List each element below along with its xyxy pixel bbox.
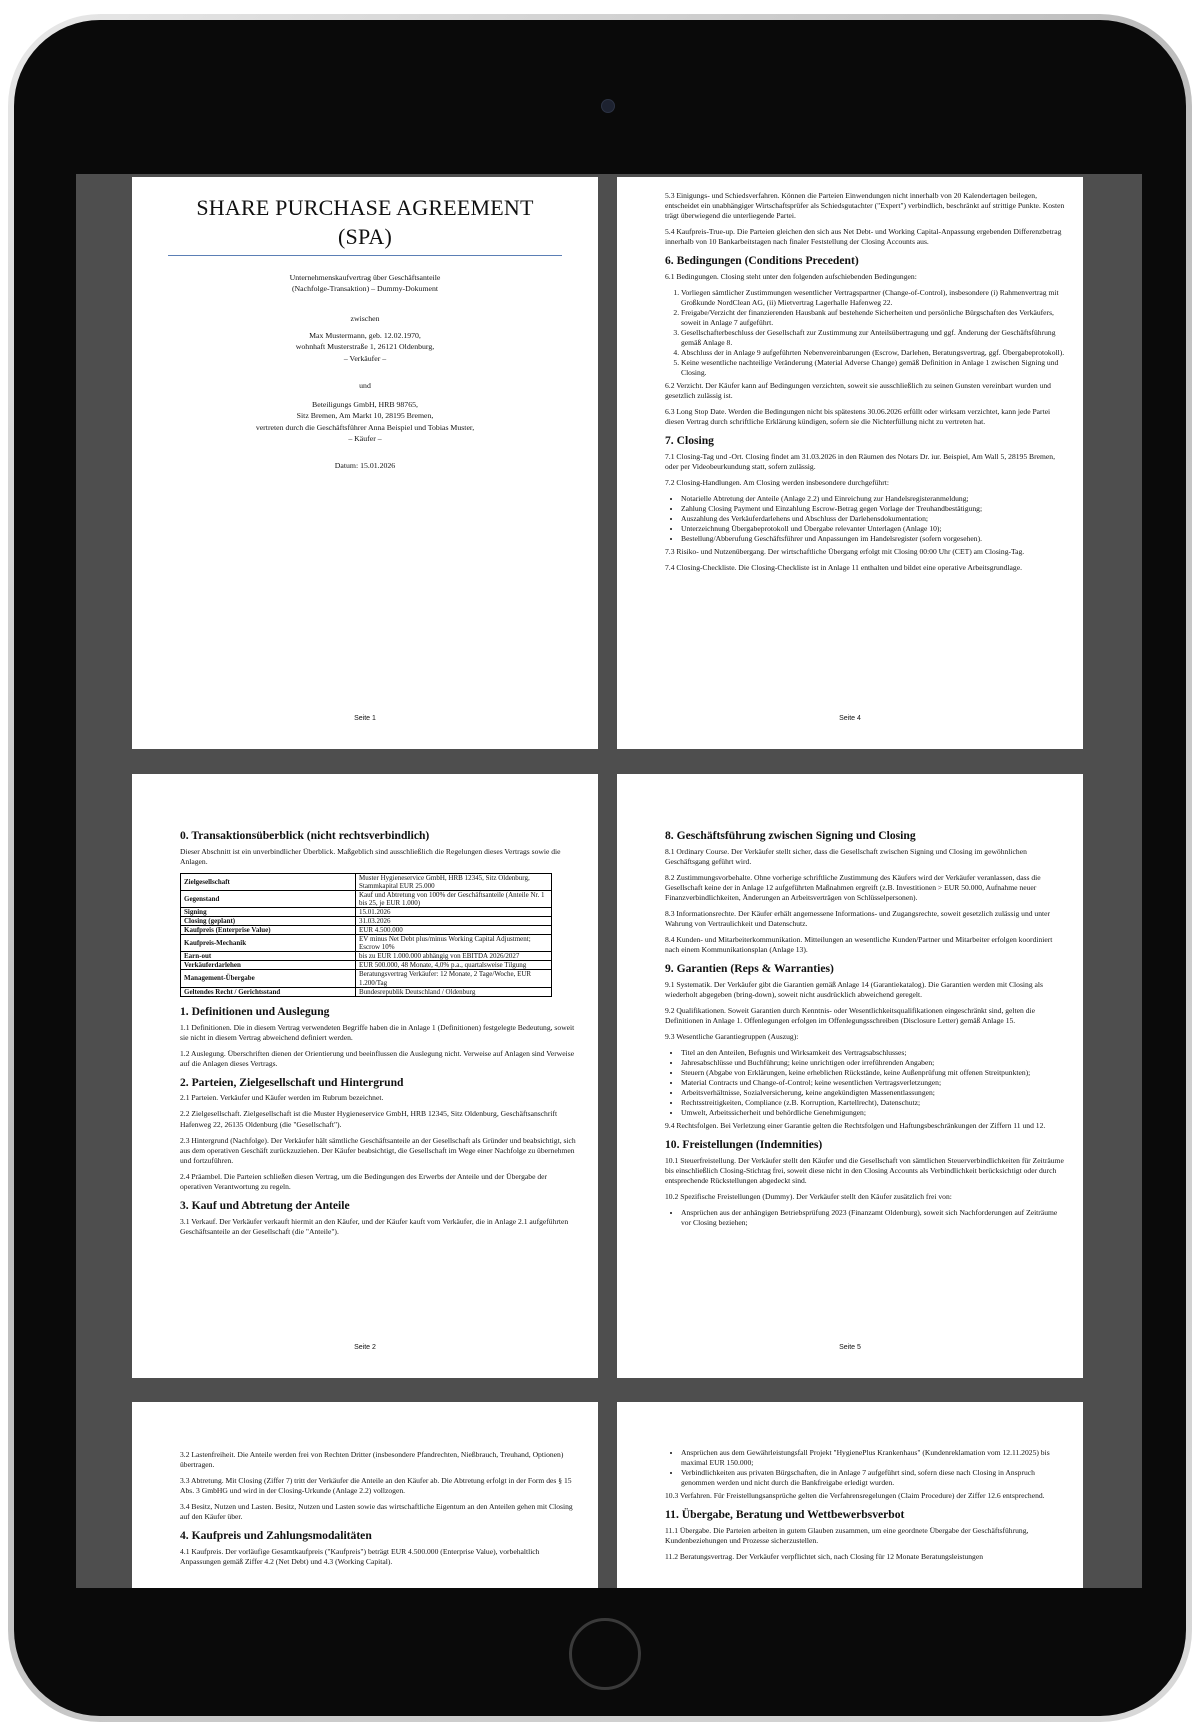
table-row	[181, 961, 552, 970]
list-item: 4. Abschluss der in Anlage 9 aufgeführten Nebenvereinbarungen (Escrow, Darlehen, Beratungsvertrag, ggf. Übergabeprotokoll).	[681, 348, 1065, 358]
clause-5-3: 5.3 Einigungs- und Schiedsverfahren. Können die Parteien Einwendungen nicht innerhalb von 20 Kalendertagen beilegen, entscheidet ein unabhängiger Wirtschaftsprüfer als Schiedsgutachter ("Expert") verbindlich, beschränkt auf strittige Punkte. Kosten trägt überwiegend die unterliegende Partei.	[665, 191, 1065, 221]
home-button[interactable]	[569, 1618, 641, 1690]
section-0-heading: 0. Transaktionsüberblick (nicht rechtsverbindlich)	[180, 829, 430, 842]
seller-line-1: Max Mustermann, geb. 12.02.1970,	[309, 330, 421, 340]
table-value: Kauf und Abtretung von 100% der Geschäftsanteile (Anteile Nr. 1 bis 25, je EUR 1.000)	[356, 891, 552, 908]
clause-8-1: 8.1 Ordinary Course. Der Verkäufer stellt sicher, dass die Gesellschaft zwischen Signing und Closing im gewöhnlichen Geschäftsgang geführt wird.	[665, 846, 1027, 866]
table-row	[181, 926, 552, 935]
page-5	[617, 774, 1083, 1378]
closing-actions-list	[665, 494, 1065, 544]
list-item: 2. Freigabe/Verzicht der finanzierenden Hausbank auf bestehende Sicherheiten und persönliche Bürgschaften des Verkäufers, soweit in Anlage 7 aufgeführt.	[681, 308, 1065, 328]
page-2	[132, 774, 598, 1378]
table-row	[181, 987, 552, 996]
clause-3-3: 3.3 Abtretung. Mit Closing (Ziffer 7) tritt der Verkäufer die Anteile an den Käufer ab. Die Abtretung erfolgt in der Form des § 15 Abs. 3 GmbHG und wird in der Closing-Urkunde (Anlage 2.2) vollzogen.	[180, 1476, 572, 1496]
clause-8-2: 8.2 Zustimmungsvorbehalte. Ohne vorherige schriftliche Zustimmung des Käufers wird der Verkäufer veranlassen, dass die Gesellschaft keine der in Anlage 12 aufgeführten Maßnahmen ergreift (z.B. Investitionen > EUR 50.000, Aufnahme neuer Finanzverbindlichkeiten, Änderungen an Arbeitsverträgen von Schlüsselpersonen).	[665, 872, 1041, 902]
buyer-line-3: vertreten durch die Geschäftsführer Anna Beispiel und Tobias Muster,	[255, 422, 475, 432]
table-value: bis zu EUR 1.000.000 abhängig von EBITDA 2026/2027	[356, 952, 552, 961]
list-item: • Verbindlichkeiten aus privaten Bürgschaften, die in Anlage 7 aufgeführt sind, sofern diese nach Closing in Anspruch genommen werden und nicht durch die Bankfreigabe erledigt wurden.	[681, 1468, 1065, 1488]
page-number: Seite 2	[354, 1343, 376, 1351]
section-8-heading: 8. Geschäftsführung zwischen Signing und Closing	[665, 829, 916, 842]
tablet-frame	[8, 14, 1192, 1722]
list-item: • Jahresabschlüsse und Buchführung; keine unrichtigen oder irreführenden Angaben;	[681, 1058, 1065, 1068]
clause-2-2: 2.2 Zielgesellschaft. Zielgesellschaft ist die Muster Hygieneservice GmbH, HRB 12345, Sitz Oldenburg, Geschäftsanschrift Hafenweg 22, 26135 Oldenburg (die "Gesellschaft").	[180, 1109, 558, 1129]
section-11-heading: 11. Übergabe, Beratung und Wettbewerbsverbot	[665, 1508, 905, 1522]
list-item: 5. Keine wesentliche nachteilige Veränderung (Material Adverse Change) gemäß Definition in Anlage 1 zwischen Signing und Closing.	[681, 358, 1065, 378]
clause-6-1: 6.1 Bedingungen. Closing steht unter den folgenden aufschiebenden Bedingungen:	[665, 271, 917, 281]
between-label: zwischen	[350, 313, 380, 323]
list-item: • Auszahlung des Verkäuferdarlehens und Abschluss der Darlehensdokumentation;	[681, 514, 1065, 524]
clause-6-2: 6.2 Verzicht. Der Käufer kann auf Bedingungen verzichten, soweit sie ausschließlich zu seinen Gunsten vereinbart wurden und gesetzlich zulässig ist.	[665, 381, 1051, 401]
table-key: Signing	[181, 908, 356, 917]
document-title: SHARE PURCHASE AGREEMENT (SPA)	[168, 193, 562, 256]
clause-6-3: 6.3 Long Stop Date. Werden die Bedingungen nicht bis spätestens 30.06.2026 erfüllt oder wirksam verzichtet, kann jede Partei diesen Vertrag durch schriftliche Erklärung kündigen, sofern sie die Nichterfüllung nicht zu vertreten hat.	[665, 407, 1051, 427]
page-1	[132, 177, 598, 749]
clause-8-3: 8.3 Informationsrechte. Der Käufer erhält angemessene Informations- und Zugangsrechte, soweit gesetzlich zulässig und unter Wahrung von Vertraulichkeit und Datenschutz.	[665, 908, 1051, 928]
clause-1-1: 1.1 Definitionen. Die in diesem Vertrag verwendeten Begriffe haben die in Anlage 1 (Definitionen) festgelegte Bedeutung, soweit sie nicht in diesem Vertrag abweichend definiert werden.	[180, 1022, 575, 1042]
list-item: • Ansprüchen aus dem Gewährleistungsfall Projekt "HygienePlus Krankenhaus" (Kundenreklamation vom 12.11.2025) bis maximal EUR 150.000;	[681, 1448, 1065, 1468]
clause-5-4: 5.4 Kaufpreis-True-up. Die Parteien gleichen den sich aus Net Debt- und Working Capital-Anpassung ergebenden Differenzbetrag innerhalb von 10 Bankarbeitstagen nach finaler Feststellung der Closing Accounts aus.	[665, 227, 1062, 247]
table-row	[181, 917, 552, 926]
table-row	[181, 908, 552, 917]
table-value: EUR 500.000, 48 Monate, 4,0% p.a., quartalsweise Tilgung	[356, 961, 552, 970]
table-value: EUR 4.500.000	[356, 926, 552, 935]
table-value: Muster Hygieneservice GmbH, HRB 12345, Sitz Oldenburg, Stammkapital EUR 25.000	[356, 873, 552, 890]
clause-11-1: 11.1 Übergabe. Die Parteien arbeiten in gutem Glauben zusammen, um eine geordnete Übergabe der Geschäftsführung, Kundenbeziehungen und Prozesse sicherzustellen.	[665, 1525, 1029, 1545]
list-item: • Material Contracts und Change-of-Control; keine wesentlichen Vertragsverletzungen;	[681, 1078, 1065, 1088]
list-item: • Notarielle Abtretung der Anteile (Anlage 2.2) und Einreichung zur Handelsregisteranmeldung;	[681, 494, 1065, 504]
and-label: und	[359, 380, 371, 390]
clause-1-2: 1.2 Auslegung. Überschriften dienen der Orientierung und beeinflussen die Auslegung nicht. Verweise auf Anlagen sind Verweise auf die Anlagen dieses Vertrags.	[180, 1048, 575, 1068]
page-number: Seite 5	[839, 1343, 861, 1351]
section-2-heading: 2. Parteien, Zielgesellschaft und Hintergrund	[180, 1075, 404, 1089]
buyer-line-1: Beteiligungs GmbH, HRB 98765,	[312, 400, 418, 410]
list-item: • Bestellung/Abberufung Geschäftsführer und Anpassungen im Handelsregister (sofern vorgesehen).	[681, 534, 1065, 544]
table-row	[181, 952, 552, 961]
table-value: 15.01.2026	[356, 908, 552, 917]
section-10-heading: 10. Freistellungen (Indemnities)	[665, 1138, 823, 1152]
clause-10-2: 10.2 Spezifische Freistellungen (Dummy). Der Verkäufer stellt den Käufer zusätzlich frei von:	[665, 1192, 952, 1202]
page-number: Seite 1	[354, 714, 376, 722]
clause-3-2: 3.2 Lastenfreiheit. Die Anteile werden frei von Rechten Dritter (insbesondere Pfandrechten, Nießbrauch, Treuhand, Optionen) übertragen.	[180, 1450, 564, 1470]
list-item: • Ansprüchen aus der anhängigen Betriebsprüfung 2023 (Finanzamt Oldenburg), soweit sich Nachforderungen auf Zeiträume vor Closing beziehen;	[681, 1208, 1065, 1228]
table-key: Kaufpreis-Mechanik	[181, 935, 356, 952]
clause-7-4: 7.4 Closing-Checkliste. Die Closing-Checkliste ist in Anlage 11 enthalten und bildet eine operative Arbeitsgrundlage.	[665, 563, 1022, 573]
clause-7-3: 7.3 Risiko- und Nutzenübergang. Der wirtschaftliche Übergang erfolgt mit Closing 00:00 Uhr (CET) am Closing-Tag.	[665, 547, 1025, 557]
section-3-heading: 3. Kauf und Abtretung der Anteile	[180, 1198, 350, 1212]
list-item: 3. Gesellschafterbeschluss der Gesellschaft zur Zustimmung zur Anteilsübertragung und ggf. Änderung der Geschäftsführung gemäß Anlage 8.	[681, 328, 1065, 348]
table-key: Geltendes Recht / Gerichtsstand	[181, 987, 356, 996]
clause-8-4: 8.4 Kunden- und Mitarbeiterkommunikation. Mitteilungen an wesentliche Kunden/Partner und Mitarbeiter erfolgen koordiniert nach einem Kommunikationsplan (Anlage 13).	[665, 935, 1053, 955]
clause-10-1: 10.1 Steuerfreistellung. Der Verkäufer stellt den Käufer und die Gesellschaft von sämtlichen Steuerverbindlichkeiten für Zeiträume bis einschließlich Closing-Stichtag frei, soweit diese nicht in den Closing Accounts als Verbindlichkeit berücksichtigt oder durch entsprechende Rückstellungen abgedeckt sind.	[665, 1156, 1064, 1186]
table-key: Verkäuferdarlehen	[181, 961, 356, 970]
table-row	[181, 970, 552, 987]
clause-9-4: 9.4 Rechtsfolgen. Bei Verletzung einer Garantie gelten die Rechtsfolgen und Haftungsbeschränkungen der Ziffern 11 und 12.	[665, 1121, 1046, 1131]
list-item: • Zahlung Closing Payment und Einzahlung Escrow-Betrag gegen Vorlage der Treuhandbestätigung;	[681, 504, 1065, 514]
overview-intro: Dieser Abschnitt ist ein unverbindlicher Überblick. Maßgeblich sind ausschließlich die Regelungen dieses Vertrags sowie die Anlagen.	[180, 846, 561, 866]
section-9-heading: 9. Garantien (Reps & Warranties)	[665, 962, 834, 976]
overview-table	[180, 873, 552, 997]
clause-3-1: 3.1 Verkauf. Der Verkäufer verkauft hiermit an den Käufer, und der Käufer kauft vom Verkäufer, die in Anlage 2.1 aufgeführten Geschäftsanteile an der Gesellschaft (die "Anteile").	[180, 1216, 569, 1236]
section-1-heading: 1. Definitionen und Auslegung	[180, 1004, 330, 1018]
tablet-screen	[76, 174, 1142, 1588]
table-key: Gegenstand	[181, 891, 356, 908]
list-item: • Rechtsstreitigkeiten, Compliance (z.B. Korruption, Kartellrecht), Datenschutz;	[681, 1098, 1065, 1108]
buyer-role: – Käufer –	[348, 434, 382, 444]
document-date: Datum: 15.01.2026	[334, 461, 396, 471]
table-key: Earn-out	[181, 952, 356, 961]
clause-7-1: 7.1 Closing-Tag und -Ort. Closing findet am 31.03.2026 in den Räumen des Notars Dr. iur. Beispiel, Am Wall 5, 28195 Bremen, oder per Videobeurkundung statt, sofern zulässig.	[665, 452, 1055, 472]
clause-2-1: 2.1 Parteien. Verkäufer und Käufer werden im Rubrum bezeichnet.	[180, 1093, 384, 1103]
table-row	[181, 873, 552, 890]
table-key: Closing (geplant)	[181, 917, 356, 926]
clause-7-2: 7.2 Closing-Handlungen. Am Closing werden insbesondere durchgeführt:	[665, 478, 889, 488]
clause-9-2: 9.2 Qualifikationen. Soweit Garantien durch Kenntnis- oder Wesentlichkeitsqualifikationen eingeschränkt sind, gelten die Definitionen in Anlage 1. Offenlegungen erfolgen im Offenlegungsschreiben (Disclosure Letter) gemäß Anlage 15.	[665, 1005, 1035, 1025]
section-4-heading: 4. Kaufpreis und Zahlungsmodalitäten	[180, 1529, 372, 1543]
table-value: EV minus Net Debt plus/minus Working Capital Adjustment; Escrow 10%	[356, 935, 552, 952]
seller-line-2: wohnhaft Musterstraße 1, 26121 Oldenburg,	[295, 342, 435, 352]
table-value: Bundesrepublik Deutschland / Oldenburg	[356, 987, 552, 996]
clause-9-3: 9.3 Wesentliche Garantiegruppen (Auszug):	[665, 1032, 799, 1042]
clause-3-4: 3.4 Besitz, Nutzen und Lasten. Besitz, Nutzen und Lasten sowie das wirtschaftliche Eigentum an den Anteilen gehen mit Closing auf den Käufer über.	[180, 1502, 573, 1522]
table-value: Beratungsvertrag Verkäufer: 12 Monate, 2 Tage/Woche, EUR 1.200/Tag	[356, 970, 552, 987]
table-key: Management-Übergabe	[181, 970, 356, 987]
indemnity-list-continued	[665, 1448, 1065, 1488]
list-item: • Unterzeichnung Übergabeprotokoll und Übergabe relevanter Unterlagen (Anlage 10);	[681, 524, 1065, 534]
table-value: 31.03.2026	[356, 917, 552, 926]
indemnity-list	[665, 1208, 1065, 1228]
clause-2-3: 2.3 Hintergrund (Nachfolge). Der Verkäufer hält sämtliche Geschäftsanteile an der Gesellschaft als Gründer und beabsichtigt, sich aus dem operativen Geschäft zurückzuziehen. Der Käufer beabsichtigt, die Gesellschaft im Wege einer Nachfolge zu übernehmen und fortzuführen.	[180, 1135, 576, 1165]
table-row	[181, 935, 552, 952]
front-camera	[601, 99, 615, 113]
section-7-heading: 7. Closing	[665, 434, 714, 448]
clause-4-1: 4.1 Kaufpreis. Der vorläufige Gesamtkaufpreis ("Kaufpreis") beträgt EUR 4.500.000 (Enterprise Value), vorbehaltlich Anpassungen gemäß Ziffer 4.2 (Net Debt) und 4.3 (Working Capital).	[180, 1547, 540, 1567]
clause-2-4: 2.4 Präambel. Die Parteien schließen diesen Vertrag, um die Bedingungen des Erwerbs der Anteile und der Übergabe der operativen Verantwortung zu regeln.	[180, 1171, 548, 1191]
list-item: • Umwelt, Arbeitssicherheit und behördliche Genehmigungen;	[681, 1108, 1065, 1118]
list-item: • Arbeitsverhältnisse, Sozialversicherung, keine angekündigten Massenentlassungen;	[681, 1088, 1065, 1098]
section-6-heading: 6. Bedingungen (Conditions Precedent)	[665, 254, 859, 268]
table-key: Kaufpreis (Enterprise Value)	[181, 926, 356, 935]
subtitle-1: Unternehmenskaufvertrag über Geschäftsanteile	[289, 273, 441, 283]
table-key: Zielgesellschaft	[181, 873, 356, 890]
subtitle-2: (Nachfolge-Transaktion) – Dummy-Dokument	[291, 284, 439, 294]
list-item: 1. Vorliegen sämtlicher Zustimmungen wesentlicher Vertragspartner (Change-of-Control), insbesondere (i) Rahmenvertrag mit Großkunde NordClean AG, (ii) Mietvertrag Lagerhalle Hafenweg 22.	[681, 288, 1065, 308]
page-3	[132, 1402, 598, 1588]
list-item: • Titel an den Anteilen, Befugnis und Wirksamkeit des Vertragsabschlusses;	[681, 1048, 1065, 1058]
conditions-list	[665, 288, 1065, 378]
page-number: Seite 4	[839, 714, 861, 722]
page-4	[617, 177, 1083, 749]
list-item: • Steuern (Abgabe von Erklärungen, keine erheblichen Rückstände, keine Außenprüfung mit offenen Streitpunkten);	[681, 1068, 1065, 1078]
warranty-list	[665, 1048, 1065, 1118]
clause-9-1: 9.1 Systematik. Der Verkäufer gibt die Garantien gemäß Anlage 14 (Garantiekatalog). Die Garantien werden mit Closing als wiederholt abgegeben (bring-down), soweit nicht ausdrücklich abweichend geregelt.	[665, 979, 1043, 999]
clause-11-2: 11.2 Beratungsvertrag. Der Verkäufer verpflichtet sich, nach Closing für 12 Monate Beratungsleistungen	[665, 1552, 984, 1562]
buyer-line-2: Sitz Bremen, Am Markt 10, 28195 Bremen,	[296, 411, 434, 421]
clause-10-3: 10.3 Verfahren. Für Freistellungsansprüche gelten die Verfahrensregelungen (Claim Procedure) der Ziffer 12.6 entsprechend.	[665, 1491, 1045, 1501]
page-6	[617, 1402, 1083, 1588]
table-row	[181, 891, 552, 908]
seller-role: – Verkäufer –	[343, 353, 387, 363]
